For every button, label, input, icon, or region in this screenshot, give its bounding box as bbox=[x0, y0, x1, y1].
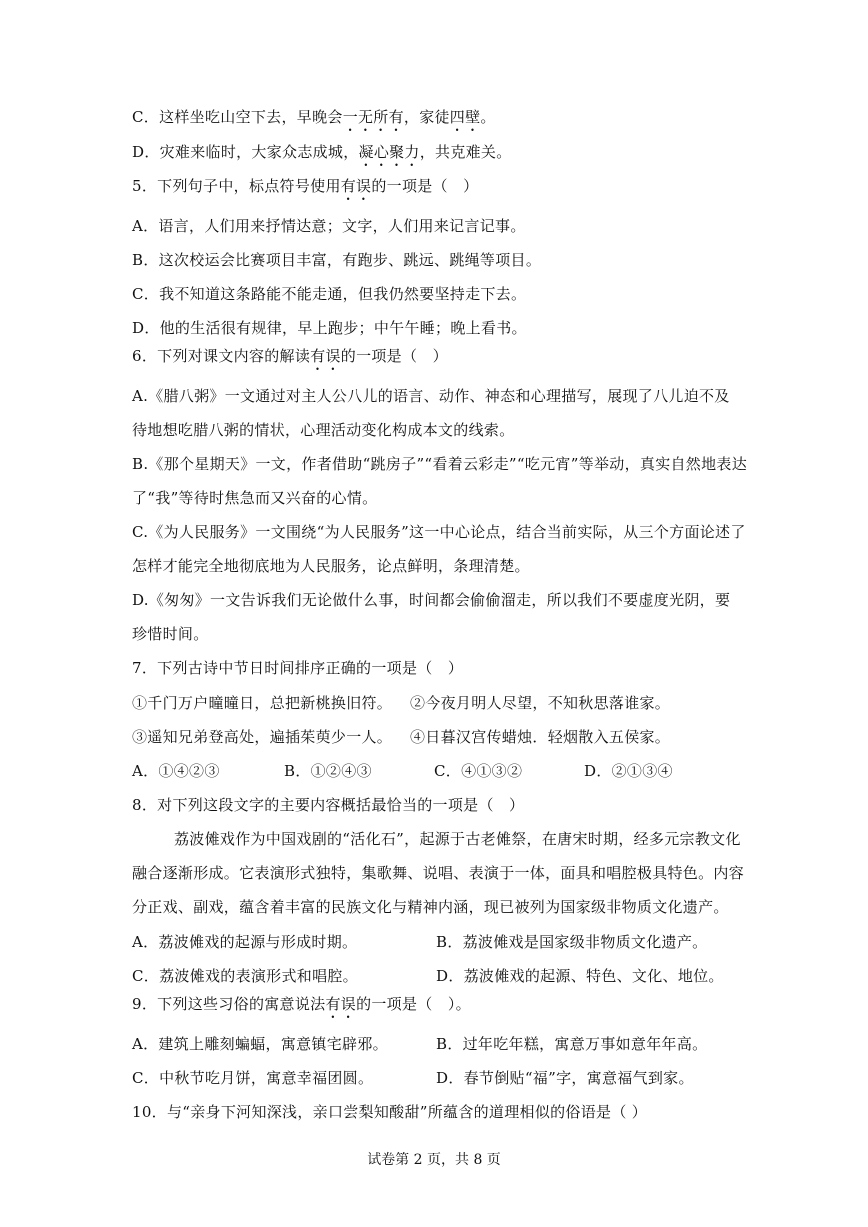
q4-option-c-dotted-2: 四壁 bbox=[449, 108, 481, 126]
q9-stem-end: 的一项是（ ）。 bbox=[356, 995, 471, 1013]
q6-option-b-line1: B.《那个星期天》一文，作者借助“跳房子”“看着云彩走”“吃元宵”等举动，真实自然地表达 bbox=[132, 455, 748, 473]
q5-stem-end: 的一项是（ ） bbox=[371, 177, 479, 195]
q4-option-d-dotted: 凝心聚力 bbox=[358, 143, 420, 161]
q6-option-a-line1: A.《腊八粥》一文通过对主人公八儿的语言、动作、神态和心理描写，展现了八儿迫不及 bbox=[132, 387, 730, 405]
q4-option-c bbox=[132, 107, 496, 135]
q5-option-a: A．语言，人们用来抒情达意；文字，人们用来记言记事。 bbox=[132, 217, 526, 235]
q6-option-d-line2: 珍惜时间。 bbox=[132, 625, 209, 643]
q7-option-c: C．④①③② bbox=[434, 762, 523, 780]
q5-option-c: C．我不知道这条路能不能走通，但我仍然要坚持走下去。 bbox=[132, 285, 527, 303]
q8-passage-line3: 分正戏、副戏，蕴含着丰富的民族文化与精神内涵，现已被列为国家级非物质文化遗产。 bbox=[132, 898, 729, 916]
q8-passage-line2: 融合逐渐形成。它表演形式独特，集歌舞、说唱、表演于一体，面具和唱腔极具特色。内容 bbox=[132, 864, 745, 882]
q6-option-d-line1: D.《匆匆》一文告诉我们无论做什么事，时间都会偷偷溜走，所以我们不要虚度光阴，要 bbox=[132, 591, 731, 609]
q6-stem-text: 6．下列对课文内容的解读 bbox=[132, 347, 311, 365]
q5-option-d: D．他的生活很有规律，早上跑步；中午午睡；晚上看书。 bbox=[132, 319, 527, 337]
q8-option-b: B．荔波傩戏是国家级非物质文化遗产。 bbox=[436, 933, 708, 951]
q7-poem-4: ④日暮汉宫传蜡烛．轻烟散入五侯家。 bbox=[410, 728, 671, 746]
q6-option-b-line2: 了“我”等待时焦急而又兴奋的心情。 bbox=[132, 489, 378, 507]
q7-option-d: D．②①③④ bbox=[584, 762, 673, 780]
q9-stem-dotted: 有误 bbox=[325, 995, 357, 1013]
q9-option-a: A．建筑上雕刻蝙蝠，寓意镇宅辟邪。 bbox=[132, 1035, 388, 1053]
q7-poem-1: ①千门万户曈曈日，总把新桃换旧符。 bbox=[132, 694, 393, 712]
q7-stem: 7．下列古诗中节日时间排序正确的一项是（ ） bbox=[132, 659, 464, 677]
q7-option-a: A．①④②③ bbox=[132, 762, 220, 780]
q9-stem bbox=[132, 994, 471, 1022]
q6-option-c-line2: 怎样才能完全地彻底地为人民服务，论点鲜明，条理清楚。 bbox=[132, 557, 530, 575]
q7-poem-2: ②今夜月明人尽望，不知秋思落谁家。 bbox=[410, 694, 671, 712]
q7-poem-3: ③遥知兄弟登高处，遍插茱萸少一人。 bbox=[132, 728, 393, 746]
q9-stem-text: 9．下列这些习俗的寓意说法 bbox=[132, 995, 326, 1013]
q8-option-c: C．荔波傩戏的表演形式和唱腔。 bbox=[132, 967, 358, 985]
page-footer: 试卷第 2 页，共 8 页 bbox=[367, 1152, 501, 1168]
q4-option-c-dotted-1: 一无所有 bbox=[342, 108, 404, 126]
q10-stem: 10．与“亲身下河知深浅，亲口尝梨知酸甜”所蕴含的道理相似的俗语是（ ） bbox=[132, 1103, 647, 1121]
q4-option-c-text: C．这样坐吃山空下去，早晚会 bbox=[132, 108, 343, 126]
q6-stem-dotted: 有误 bbox=[310, 347, 341, 365]
q4-option-c-text-end: 。 bbox=[480, 108, 496, 126]
q4-option-d bbox=[132, 142, 512, 170]
q8-option-a: A．荔波傩戏的起源与形成时期。 bbox=[132, 933, 358, 951]
q8-passage-line1: 荔波傩戏作为中国戏剧的“活化石”，起源于古老傩祭，在唐宋时期，经多元宗教文化 bbox=[174, 830, 741, 848]
q8-stem: 8．对下列这段文字的主要内容概括最恰当的一项是（ ） bbox=[132, 796, 525, 814]
q7-option-b: B．①②④③ bbox=[284, 762, 372, 780]
q4-option-d-text: D．灾难来临时，大家众志成城， bbox=[132, 143, 359, 161]
q9-option-c: C．中秋节吃月饼，寓意幸福团圆。 bbox=[132, 1069, 374, 1087]
q8-option-d: D．荔波傩戏的起源、特色、文化、地位。 bbox=[436, 967, 724, 985]
q4-option-c-text-mid: ，家徒 bbox=[403, 108, 450, 126]
q5-stem bbox=[132, 176, 478, 204]
q6-option-a-line2: 待地想吃腊八粥的情状，心理活动变化构成本文的线索。 bbox=[132, 421, 515, 439]
q6-option-c-line1: C.《为人民服务》一文围绕“为人民服务”这一中心论点，结合当前实际，从三个方面论述了 bbox=[132, 523, 746, 541]
q6-stem-end: 的一项是（ ） bbox=[340, 347, 448, 365]
q5-option-b: B．这次校运会比赛项目丰富，有跑步、跳远、跳绳等项目。 bbox=[132, 251, 542, 269]
q5-stem-dotted: 有误 bbox=[340, 177, 372, 195]
q5-stem-text: 5．下列句子中，标点符号使用 bbox=[132, 177, 341, 195]
q4-option-d-text-end: ，共克难关。 bbox=[419, 143, 512, 161]
q9-option-b: B．过年吃年糕，寓意万事如意年年高。 bbox=[436, 1035, 708, 1053]
q6-stem bbox=[132, 346, 448, 374]
q9-option-d: D．春节倒贴“福”字，寓意福气到家。 bbox=[436, 1069, 694, 1087]
